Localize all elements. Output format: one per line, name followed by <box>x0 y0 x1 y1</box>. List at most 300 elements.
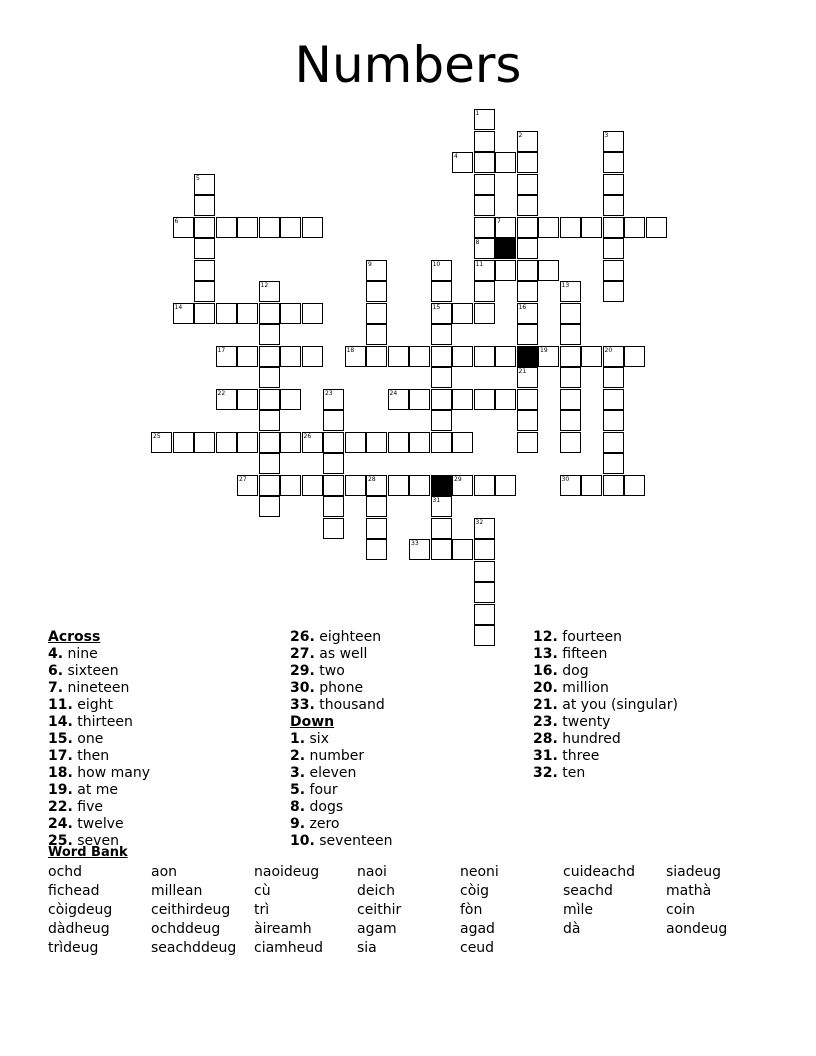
grid-cell[interactable] <box>624 475 645 496</box>
clue-number: 11 <box>475 260 484 268</box>
grid-cell[interactable] <box>366 496 387 517</box>
clue-text: twenty <box>562 714 611 730</box>
grid-cell[interactable] <box>323 475 344 496</box>
grid-cell[interactable] <box>581 475 602 496</box>
across-clue <box>48 782 150 799</box>
black-square <box>431 475 452 496</box>
down-clue <box>290 748 393 765</box>
grid-cell[interactable] <box>366 324 387 345</box>
grid-cell[interactable] <box>474 475 495 496</box>
grid-cell[interactable] <box>431 432 452 453</box>
across-clue <box>48 714 150 731</box>
word-bank-title: Word Bank <box>48 845 128 860</box>
word-bank-item: agad <box>460 921 495 937</box>
clue-number: 26 <box>303 432 312 440</box>
grid-cell[interactable] <box>624 346 645 367</box>
grid-cell[interactable] <box>474 389 495 410</box>
across-clue <box>48 680 150 697</box>
grid-cell[interactable] <box>366 432 387 453</box>
grid-cell[interactable] <box>431 346 452 367</box>
clue-number: 7 <box>497 217 501 225</box>
down-clue <box>533 748 678 765</box>
clue-number: 17 <box>217 346 226 354</box>
clue-text: fourteen <box>562 629 622 645</box>
down-clue <box>290 765 393 782</box>
word-bank-item: dàdheug <box>48 921 110 937</box>
grid-cell[interactable] <box>517 174 538 195</box>
clue-text: twelve <box>77 816 124 832</box>
grid-cell[interactable] <box>517 195 538 216</box>
clue-text: seventeen <box>319 833 393 849</box>
grid-cell[interactable] <box>517 281 538 302</box>
clue-number: 22 <box>217 389 226 397</box>
clue-number: 27 <box>239 475 247 483</box>
clue-number-label: 13. <box>533 646 558 662</box>
grid-cell[interactable] <box>237 303 258 324</box>
grid-cell[interactable] <box>517 238 538 259</box>
word-bank-item: millean <box>151 883 203 899</box>
grid-cell[interactable] <box>259 217 280 238</box>
grid-cell[interactable] <box>474 195 495 216</box>
clue-number-label: 23. <box>533 714 558 730</box>
grid-cell[interactable] <box>452 389 473 410</box>
clue-number: 28 <box>368 475 376 483</box>
clue-number-label: 29. <box>290 663 315 679</box>
grid-cell[interactable] <box>259 389 280 410</box>
across-clue <box>290 663 393 680</box>
grid-cell[interactable] <box>603 475 624 496</box>
clue-number-label: 18. <box>48 765 73 781</box>
word-bank-item: mathà <box>666 883 712 899</box>
grid-cell[interactable] <box>474 217 495 238</box>
black-square <box>495 238 516 259</box>
grid-cell[interactable] <box>194 195 215 216</box>
across-clue <box>48 646 150 663</box>
clue-number: 33 <box>411 540 419 547</box>
down-clue <box>533 731 678 748</box>
clue-text: dogs <box>309 799 344 815</box>
grid-cell[interactable] <box>237 217 258 238</box>
clue-number-label: 14. <box>48 714 73 730</box>
down-clue <box>290 833 393 850</box>
clue-number: 20 <box>604 346 613 354</box>
grid-cell[interactable] <box>366 518 387 539</box>
word-bank-item: mìle <box>563 902 594 918</box>
grid-cell[interactable] <box>259 324 280 345</box>
clue-text: two <box>319 663 345 679</box>
grid-cell[interactable] <box>603 195 624 216</box>
grid-cell[interactable] <box>345 432 366 453</box>
grid-cell[interactable] <box>302 346 323 367</box>
grid-cell[interactable] <box>624 217 645 238</box>
word-bank-item: ceud <box>460 940 495 956</box>
clue-text: thirteen <box>77 714 133 730</box>
clue-number-label: 30. <box>290 680 315 696</box>
grid-cell[interactable] <box>474 174 495 195</box>
clue-number-label: 1. <box>290 731 306 747</box>
grid-cell[interactable] <box>517 260 538 281</box>
across-clue <box>48 816 150 833</box>
grid-cell[interactable] <box>388 346 409 367</box>
grid-cell[interactable] <box>474 303 495 324</box>
grid-cell[interactable] <box>216 217 237 238</box>
clue-text: five <box>77 799 103 815</box>
down-clue <box>533 663 678 680</box>
grid-cell[interactable] <box>237 346 258 367</box>
clue-number: 3 <box>604 131 609 139</box>
grid-cell[interactable] <box>517 432 538 453</box>
grid-cell[interactable] <box>603 389 624 410</box>
grid-cell[interactable] <box>259 303 280 324</box>
clue-number: 13 <box>561 282 570 289</box>
grid-cell[interactable] <box>538 217 559 238</box>
clue-number: 31 <box>432 497 441 504</box>
word-bank-item: neoni <box>460 864 499 880</box>
clue-text: dog <box>562 663 589 679</box>
word-bank-item: fòn <box>460 902 483 918</box>
grid-cell[interactable] <box>280 432 301 453</box>
clue-number-label: 9. <box>290 816 306 832</box>
grid-cell[interactable] <box>302 303 323 324</box>
grid-cell[interactable] <box>452 303 473 324</box>
clue-number-label: 16. <box>533 663 558 679</box>
grid-cell[interactable] <box>560 410 581 431</box>
clue-number-label: 12. <box>533 629 558 645</box>
grid-cell[interactable] <box>173 432 194 453</box>
clue-heading: Down <box>290 714 335 730</box>
across-clue <box>48 799 150 816</box>
down-clue <box>533 697 678 714</box>
grid-cell[interactable] <box>431 518 452 539</box>
clue-text: eight <box>77 697 114 713</box>
clue-number-label: 2. <box>290 748 306 764</box>
grid-cell[interactable] <box>302 475 323 496</box>
grid-cell[interactable] <box>603 238 624 259</box>
grid-cell[interactable] <box>517 410 538 431</box>
clue-number: 15 <box>432 303 441 311</box>
down-clue <box>290 731 393 748</box>
grid-cell[interactable] <box>431 324 452 345</box>
clue-text: number <box>309 748 365 764</box>
down-clue <box>533 765 678 782</box>
word-bank-item: còigdeug <box>48 902 113 918</box>
clue-number: 29 <box>454 475 462 483</box>
grid-cell[interactable] <box>280 346 301 367</box>
across-clue <box>48 765 150 782</box>
grid-cell[interactable] <box>474 281 495 302</box>
across-clue <box>290 697 393 714</box>
grid-cell[interactable] <box>237 389 258 410</box>
grid-cell[interactable] <box>194 217 215 238</box>
grid-cell[interactable] <box>560 217 581 238</box>
grid-cell[interactable] <box>474 582 495 603</box>
word-bank-item: naoideug <box>254 864 320 880</box>
grid-cell[interactable] <box>560 367 581 388</box>
clue-number: 23 <box>325 389 333 397</box>
grid-cell[interactable] <box>259 346 280 367</box>
word-bank-item: aondeug <box>666 921 728 937</box>
grid-cell[interactable] <box>323 518 344 539</box>
clue-number-label: 3. <box>290 765 306 781</box>
clue-text: three <box>562 748 600 764</box>
clue-number: 30 <box>561 475 570 483</box>
clue-number-label: 5. <box>290 782 306 798</box>
grid-cell[interactable] <box>517 389 538 410</box>
clue-number-label: 24. <box>48 816 73 832</box>
grid-cell[interactable] <box>409 346 430 367</box>
clue-number-label: 11. <box>48 697 73 713</box>
clue-text: thousand <box>319 697 385 713</box>
grid-cell[interactable] <box>194 238 215 259</box>
grid-cell[interactable] <box>560 324 581 345</box>
across-clue <box>48 697 150 714</box>
clue-number-label: 28. <box>533 731 558 747</box>
grid-cell[interactable] <box>452 539 473 560</box>
grid-cell[interactable] <box>259 367 280 388</box>
grid-cell[interactable] <box>646 217 667 238</box>
clue-text: hundred <box>562 731 621 747</box>
word-bank-item: cuideachd <box>563 864 635 880</box>
grid-cell[interactable] <box>280 217 301 238</box>
grid-cell[interactable] <box>603 260 624 281</box>
grid-cell[interactable] <box>259 410 280 431</box>
clues-column-2 <box>290 629 393 850</box>
clue-text: nineteen <box>67 680 130 696</box>
across-clue <box>48 748 150 765</box>
word-bank-item: ochddeug <box>151 921 221 937</box>
clue-text: zero <box>309 816 340 832</box>
clue-text: four <box>309 782 338 798</box>
word-bank-item: ceithirdeug <box>151 902 231 918</box>
grid-cell[interactable] <box>259 475 280 496</box>
grid-cell[interactable] <box>323 453 344 474</box>
grid-cell[interactable] <box>388 475 409 496</box>
clue-text: fifteen <box>562 646 608 662</box>
grid-cell[interactable] <box>603 367 624 388</box>
word-bank-item: sia <box>357 940 377 956</box>
clue-text: phone <box>319 680 364 696</box>
clue-text: ten <box>562 765 586 781</box>
grid-cell[interactable] <box>603 410 624 431</box>
word-bank-item: seachd <box>563 883 613 899</box>
clue-number-label: 33. <box>290 697 315 713</box>
clue-number-label: 6. <box>48 663 64 679</box>
grid-cell[interactable] <box>474 152 495 173</box>
down-clue <box>290 799 393 816</box>
grid-cell[interactable] <box>603 152 624 173</box>
grid-cell[interactable] <box>280 475 301 496</box>
clue-text: eighteen <box>319 629 382 645</box>
grid-cell[interactable] <box>366 303 387 324</box>
word-bank-item: seachddeug <box>151 940 237 956</box>
grid-cell[interactable] <box>237 432 258 453</box>
grid-cell[interactable] <box>517 324 538 345</box>
word-bank-item: ceithir <box>357 902 402 918</box>
grid-cell[interactable] <box>409 389 430 410</box>
grid-cell[interactable] <box>452 432 473 453</box>
grid-cell[interactable] <box>560 303 581 324</box>
grid-cell[interactable] <box>431 539 452 560</box>
grid-cell[interactable] <box>431 281 452 302</box>
clue-number: 32 <box>475 518 484 526</box>
grid-cell[interactable] <box>280 303 301 324</box>
clue-text: six <box>309 731 329 747</box>
grid-cell[interactable] <box>517 217 538 238</box>
clue-number-label: 31. <box>533 748 558 764</box>
grid-cell[interactable] <box>474 625 495 646</box>
grid-cell[interactable] <box>259 453 280 474</box>
word-bank-item: cù <box>254 883 271 899</box>
grid-cell[interactable] <box>194 260 215 281</box>
down-clue <box>533 714 678 731</box>
grid-cell[interactable] <box>323 432 344 453</box>
clue-number-label: 10. <box>290 833 315 849</box>
grid-cell[interactable] <box>560 346 581 367</box>
clue-number: 4 <box>454 153 458 160</box>
clue-number-label: 8. <box>290 799 306 815</box>
across-clue <box>290 646 393 663</box>
grid-cell[interactable] <box>452 346 473 367</box>
grid-cell[interactable] <box>603 174 624 195</box>
grid-cell[interactable] <box>302 217 323 238</box>
grid-cell[interactable] <box>409 432 430 453</box>
clue-number-label: 22. <box>48 799 73 815</box>
down-clue <box>290 816 393 833</box>
clues-column-1 <box>48 629 150 850</box>
grid-cell[interactable] <box>216 303 237 324</box>
grid-cell[interactable] <box>431 389 452 410</box>
grid-cell[interactable] <box>603 453 624 474</box>
grid-cell[interactable] <box>474 561 495 582</box>
word-bank-item: dà <box>563 921 581 937</box>
clue-text: how many <box>77 765 150 781</box>
clue-text: nine <box>67 646 98 662</box>
grid-cell[interactable] <box>495 475 516 496</box>
grid-cell[interactable] <box>216 432 237 453</box>
grid-cell[interactable] <box>431 367 452 388</box>
clue-number-label: 25. <box>48 833 73 849</box>
grid-cell[interactable] <box>495 389 516 410</box>
word-bank-item: deich <box>357 883 395 899</box>
grid-cell[interactable] <box>517 152 538 173</box>
clue-number-label: 4. <box>48 646 64 662</box>
clue-text: at you (singular) <box>562 697 678 713</box>
clue-text: sixteen <box>67 663 119 679</box>
clue-text: as well <box>319 646 368 662</box>
clue-number: 6 <box>174 217 179 225</box>
clue-text: at me <box>77 782 119 798</box>
clue-heading: Across <box>48 629 101 645</box>
clue-number-label: 32. <box>533 765 558 781</box>
clues-column-3 <box>533 629 678 782</box>
clue-number: 10 <box>432 260 441 268</box>
clue-number: 8 <box>475 239 480 246</box>
clue-text: eleven <box>309 765 357 781</box>
clue-text: then <box>77 748 110 764</box>
grid-cell[interactable] <box>409 475 430 496</box>
grid-cell[interactable] <box>366 281 387 302</box>
down-clue <box>533 646 678 663</box>
grid-cell[interactable] <box>474 131 495 152</box>
across-clue <box>48 663 150 680</box>
grid-cell[interactable] <box>495 260 516 281</box>
black-square <box>517 346 538 367</box>
grid-cell[interactable] <box>560 432 581 453</box>
grid-cell[interactable] <box>259 432 280 453</box>
down-clue <box>533 680 678 697</box>
grid-cell[interactable] <box>474 346 495 367</box>
word-bank-item: coin <box>666 902 696 918</box>
down-clue <box>533 629 678 646</box>
clue-number: 14 <box>174 303 183 311</box>
word-bank-item: trìdeug <box>48 940 99 956</box>
grid-cell[interactable] <box>603 217 624 238</box>
word-bank-item: siadeug <box>666 864 722 880</box>
grid-cell[interactable] <box>560 389 581 410</box>
grid-cell[interactable] <box>280 389 301 410</box>
clue-number-label: 26. <box>290 629 315 645</box>
grid-cell[interactable] <box>345 475 366 496</box>
grid-cell[interactable] <box>366 346 387 367</box>
clue-number-label: 21. <box>533 697 558 713</box>
clue-number: 19 <box>540 346 548 354</box>
clue-number: 18 <box>346 346 355 354</box>
word-bank-item: trì <box>254 902 270 918</box>
word-bank-item: àireamh <box>254 921 312 937</box>
clue-number: 24 <box>389 389 398 397</box>
grid-cell[interactable] <box>194 303 215 324</box>
clue-number: 12 <box>260 282 269 289</box>
word-bank-item: naoi <box>357 864 387 880</box>
grid-cell[interactable] <box>495 346 516 367</box>
down-clue <box>290 782 393 799</box>
grid-cell[interactable] <box>603 281 624 302</box>
clue-number-label: 20. <box>533 680 558 696</box>
clue-number: 16 <box>518 303 527 311</box>
page-title: Numbers <box>294 36 522 94</box>
grid-cell[interactable] <box>431 410 452 431</box>
clue-number: 5 <box>196 174 200 182</box>
across-clue <box>290 629 393 646</box>
grid-cell[interactable] <box>194 432 215 453</box>
word-bank-item: aon <box>151 864 178 880</box>
grid-cell[interactable] <box>388 432 409 453</box>
grid-cell[interactable] <box>538 260 559 281</box>
clue-number-label: 7. <box>48 680 64 696</box>
clue-text: million <box>562 680 609 696</box>
grid-cell[interactable] <box>194 281 215 302</box>
word-bank-item: fichead <box>48 883 100 899</box>
grid-cell[interactable] <box>474 539 495 560</box>
clue-number: 21 <box>518 368 527 375</box>
across-clue <box>48 731 150 748</box>
grid-cell[interactable] <box>581 346 602 367</box>
clue-number: 25 <box>153 432 161 440</box>
grid-cell[interactable] <box>323 410 344 431</box>
grid-cell[interactable] <box>603 432 624 453</box>
grid-cell[interactable] <box>259 496 280 517</box>
grid-cell[interactable] <box>323 496 344 517</box>
grid-cell[interactable] <box>495 152 516 173</box>
clue-number-label: 19. <box>48 782 73 798</box>
clue-number: 1 <box>475 110 480 117</box>
word-bank-item: ciamheud <box>254 940 324 956</box>
clue-number: 2 <box>518 131 523 139</box>
grid-cell[interactable] <box>366 539 387 560</box>
grid-cell[interactable] <box>581 217 602 238</box>
clue-number-label: 27. <box>290 646 315 662</box>
grid-cell[interactable] <box>474 604 495 625</box>
